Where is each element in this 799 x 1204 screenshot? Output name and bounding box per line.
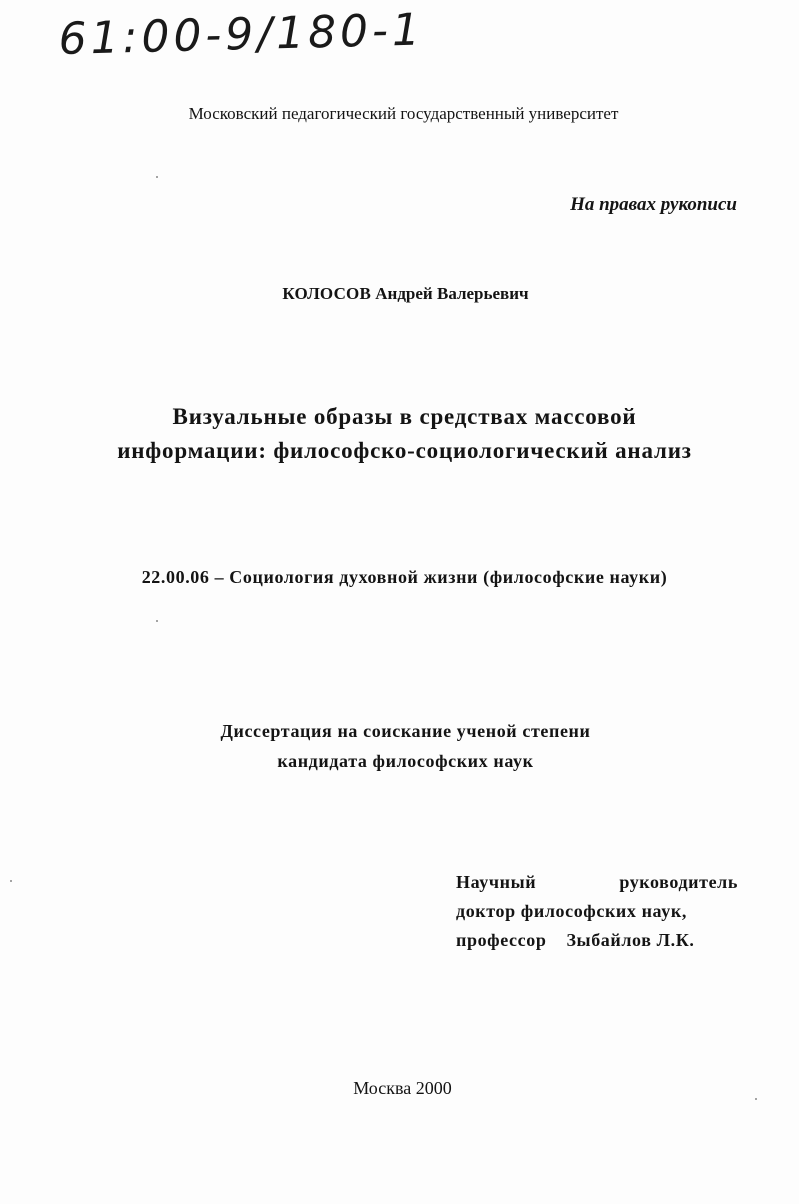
handwritten-archive-code: 61:00-9/180-1 — [58, 4, 425, 65]
supervisor-degree — [456, 897, 738, 926]
dissertation-title — [0, 400, 799, 468]
supervisor-block — [456, 868, 738, 955]
supervisor-role-word-2: руководитель — [619, 872, 738, 892]
scan-speck — [10, 880, 12, 882]
supervisor-role — [456, 868, 738, 897]
title-line-2: информации: философско-социологический анализ — [117, 438, 692, 463]
author-name — [0, 284, 799, 304]
manuscript-rights-note: На правах рукописи — [570, 194, 737, 215]
university-name: Московский педагогический государственный университет — [188, 104, 619, 123]
supervisor-title-name — [456, 926, 738, 955]
city-year: Москва 2000 — [353, 1078, 452, 1098]
specialty-code: 22.00.06 – Социология духовной жизни (философские науки) — [141, 567, 668, 587]
degree-line-2: кандидата философских наук — [277, 751, 534, 771]
scan-speck — [156, 620, 158, 622]
title-line-1: Визуальные образы в средствах массовой — [172, 404, 637, 429]
scan-speck — [755, 1098, 757, 1100]
author-given-names: Андрей Валерьевич — [375, 284, 529, 303]
scan-speck — [156, 176, 158, 178]
author-surname: КОЛОСОВ — [282, 284, 372, 303]
supervisor-name: Зыбайлов Л.К. — [566, 930, 695, 950]
supervisor-degree-text: доктор философских наук, — [456, 901, 687, 921]
degree-line-1: Диссертация на соискание ученой степени — [220, 721, 591, 741]
supervisor-title: профессор — [456, 930, 547, 950]
degree-statement — [0, 716, 799, 776]
supervisor-role-word-1: Научный — [456, 872, 537, 892]
